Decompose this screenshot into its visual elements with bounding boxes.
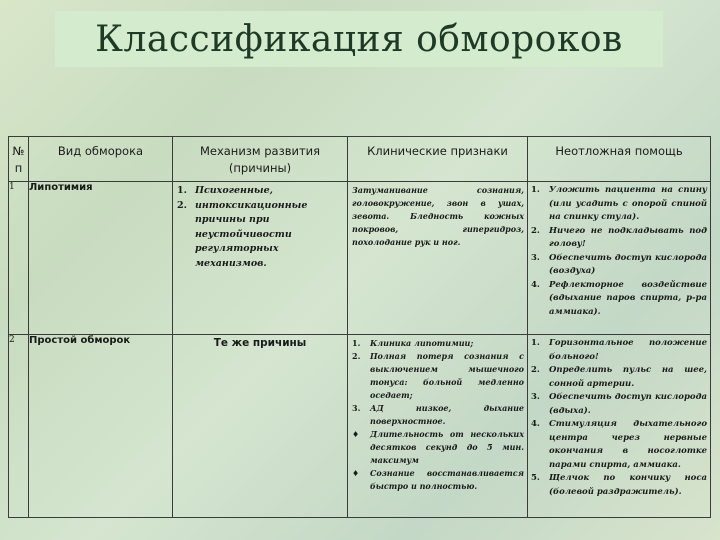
table-row	[9, 182, 711, 335]
list-marker: ♦	[352, 468, 360, 478]
list-item	[352, 350, 524, 402]
list-item	[531, 225, 707, 252]
list-item-text: Длительность от нескольких десятков секунд до 5 мин. максимум	[370, 429, 524, 465]
list-item	[531, 337, 707, 364]
list-marker: 1.	[177, 185, 187, 196]
list-marker: 2.	[531, 365, 540, 375]
clinical-text: Затуманивание сознания, головокружение, звон в ушах, зевота. Бледность кожных покровов, гипергидроз, похолодание рук и ног.	[352, 185, 524, 247]
list-marker: 3.	[352, 403, 361, 413]
list-item-text: Обеспечить доступ кислорода (воздуха)	[549, 252, 707, 276]
list-item	[352, 428, 524, 467]
mechanism-same-text: Те же причины	[213, 337, 307, 349]
help-cell	[528, 335, 711, 518]
table-header-row	[9, 137, 711, 182]
list-item	[531, 364, 707, 391]
list-item-text: Ничего не подкладывать под голову!	[549, 225, 707, 249]
clinical-list	[348, 335, 527, 493]
clinical-cell	[348, 335, 528, 518]
list-marker: 2.	[177, 199, 187, 211]
list-marker: 1.	[352, 338, 361, 348]
page-title: Классификация обмороков	[95, 18, 623, 60]
classification-table	[8, 136, 711, 518]
help-cell	[528, 182, 711, 335]
list-item	[531, 391, 707, 418]
list-marker: 1.	[531, 185, 540, 195]
syncope-type: Простой обморок	[29, 335, 173, 518]
mechanism-list	[173, 182, 347, 271]
list-item-text: Горизонтальное положение больного!	[549, 338, 707, 362]
row-number: 2	[9, 335, 29, 518]
table-row	[9, 335, 711, 518]
list-item-text: Клиника липотимии;	[370, 338, 474, 348]
help-list	[528, 182, 710, 319]
list-item-text: АД низкое, дыхание поверхностное.	[370, 403, 524, 426]
list-item-text: Определить пульс на шее, сонной артерии.	[549, 365, 707, 389]
list-marker: ♦	[352, 429, 360, 439]
list-item	[531, 279, 707, 320]
list-marker: 4.	[531, 279, 540, 290]
row-number: 1	[9, 182, 29, 335]
list-marker: 4.	[531, 419, 540, 429]
list-item-text: Полная потеря сознания с выключением мышечного тонуса: больной медленно оседает;	[370, 351, 524, 400]
help-list	[528, 335, 710, 499]
clinical-cell	[348, 182, 528, 335]
list-item	[352, 402, 524, 428]
list-item-text: Сознание восстанавливается быстро и полностью.	[370, 468, 524, 491]
header-mechanism: Механизм развития (причины)	[173, 137, 348, 182]
header-help: Неотложная помощь	[528, 137, 711, 182]
mechanism-cell	[173, 182, 348, 335]
list-item	[531, 472, 707, 499]
list-marker: 1.	[531, 338, 540, 348]
header-type: Вид обморока	[29, 137, 173, 182]
mechanism-cell	[173, 335, 348, 518]
list-item	[531, 252, 707, 279]
list-item-text: Психогенные,	[195, 185, 273, 196]
list-item-text: Рефлекторное воздействие (вдыхание паров спирта, р-ра аммиака).	[549, 279, 707, 317]
list-item	[352, 337, 524, 350]
list-item-text: Стимуляция дыхательного центра через нервные окончания в носоглотке парами спирта, аммиака.	[549, 419, 707, 470]
list-item-text: Щелчок по кончику носа (болевой раздражитель).	[549, 473, 707, 497]
list-item-text: интоксикационные причины при неустойчивости регуляторных механизмов.	[195, 199, 308, 269]
list-marker: 3.	[531, 252, 540, 263]
list-item	[531, 418, 707, 472]
list-item-text: Уложить пациента на спину (или усадить с опорой спиной на спинку стула).	[549, 185, 707, 222]
list-marker: 2.	[352, 351, 361, 361]
header-clinical: Клинические признаки	[348, 137, 528, 182]
list-item	[177, 199, 345, 272]
list-marker: 2.	[531, 225, 540, 236]
list-item	[177, 184, 345, 199]
syncope-type: Липотимия	[29, 182, 173, 335]
list-marker: 3.	[531, 392, 540, 402]
list-item	[531, 184, 707, 225]
list-item-text: Обеспечить доступ кислорода (вдыха).	[549, 392, 707, 416]
list-item	[352, 467, 524, 493]
header-num: № п	[9, 137, 29, 182]
list-marker: 5.	[531, 473, 540, 483]
title-box	[55, 11, 663, 67]
